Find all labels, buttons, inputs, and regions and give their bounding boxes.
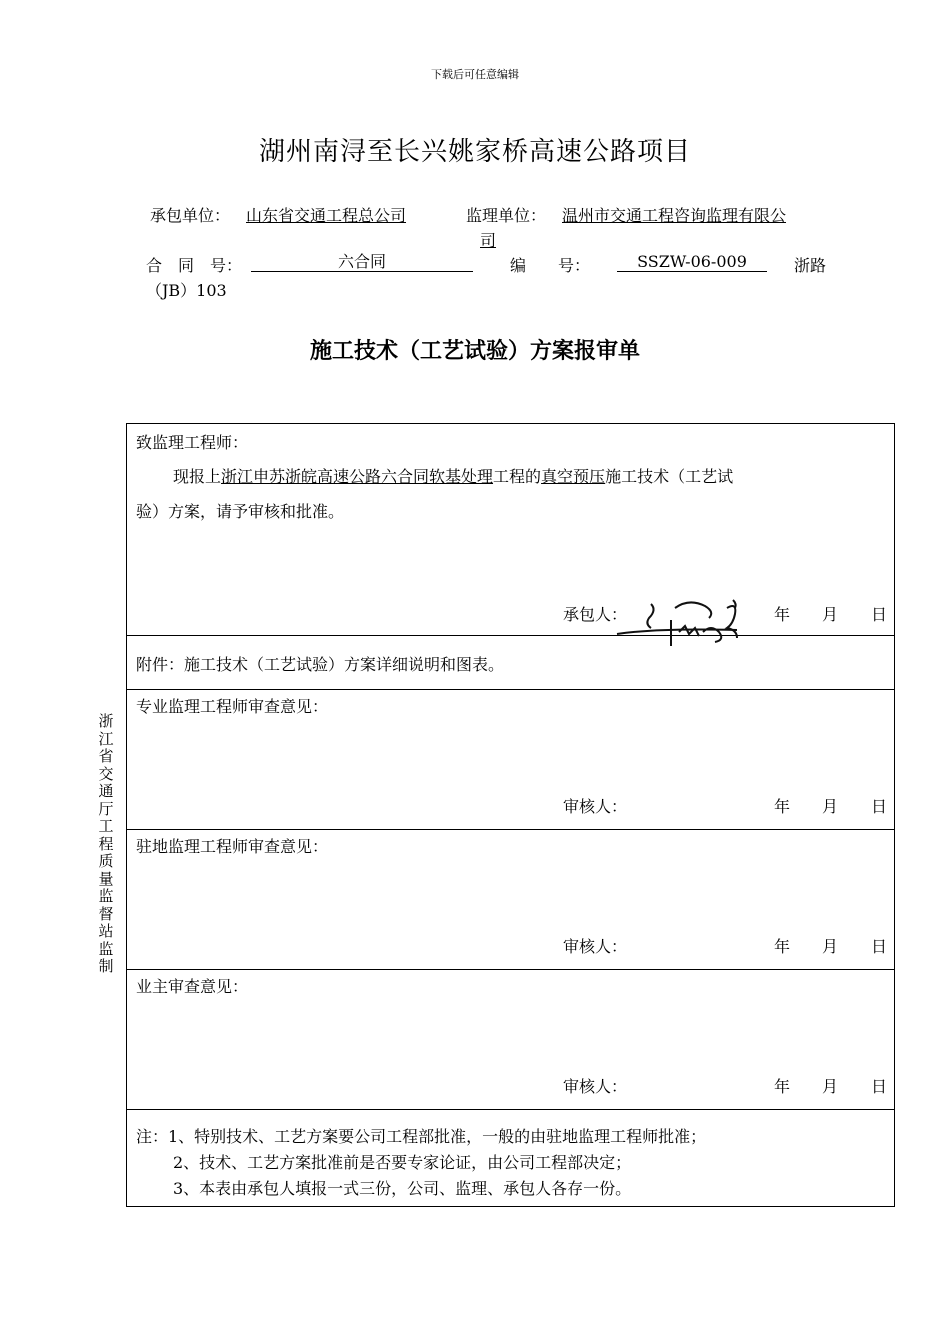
resident-reviewer-label: 审核人： — [563, 937, 628, 956]
serial-number-label: 编 号： — [510, 256, 591, 275]
owner-day: 日 — [871, 1077, 888, 1096]
attachment-section — [127, 636, 894, 690]
specialist-opinion-section — [127, 690, 894, 830]
resident-month: 月 — [822, 937, 839, 956]
note-1: 注：1、特别技术、工艺方案要公司工程部批准，一般的由驻地监理工程师批准； — [136, 1127, 707, 1146]
supervisor-value: 温州市交通工程咨询监理有限公 — [562, 206, 787, 225]
approval-form-table — [126, 423, 895, 1207]
sign-day: 日 — [871, 605, 888, 624]
specialist-opinion-label: 专业监理工程师审查意见： — [136, 697, 329, 716]
contract-number-value: 六合同 — [251, 253, 473, 272]
specialist-day: 日 — [871, 797, 888, 816]
report-line-cont: 验）方案，请予审核和批准。 — [136, 502, 345, 521]
report-prefix: 现报上 — [173, 467, 222, 486]
side-issuer-text: 浙江省交通厅工程质量监督站监制 — [98, 712, 114, 975]
notes-section — [127, 1110, 894, 1208]
note-3: 3、本表由承包人填报一式三份，公司、监理、承包人各存一份。 — [173, 1179, 632, 1198]
attachment-text: 附件：施工技术（工艺试验）方案详细说明和图表。 — [136, 655, 505, 674]
project-title: 湖州南浔至长兴姚家桥高速公路项目 — [258, 137, 691, 167]
form-code-cont: （JB）103 — [146, 281, 227, 300]
form-title: 施工技术（工艺试验）方案报审单 — [309, 339, 640, 364]
submission-section — [127, 424, 894, 636]
report-project: 浙江申苏浙皖高速公路六合同软基处理 — [221, 467, 494, 486]
specialist-reviewer-label: 审核人： — [563, 797, 628, 816]
header-note: 下载后可任意编辑 — [431, 68, 519, 81]
resident-year: 年 — [774, 937, 791, 956]
report-mid: 工程的 — [493, 467, 542, 486]
specialist-month: 月 — [822, 797, 839, 816]
owner-month: 月 — [822, 1077, 839, 1096]
owner-opinion-section — [127, 970, 894, 1110]
supervisor-label: 监理单位： — [466, 206, 547, 225]
sign-year: 年 — [774, 605, 791, 624]
report-item: 真空预压 — [541, 467, 606, 486]
resident-day: 日 — [871, 937, 888, 956]
contract-number-label: 合 同 号： — [146, 256, 243, 275]
owner-year: 年 — [774, 1077, 791, 1096]
contractor-value: 山东省交通工程总公司 — [246, 206, 407, 225]
resident-opinion-label: 驻地监理工程师审查意见： — [136, 837, 329, 856]
owner-opinion-label: 业主审查意见： — [136, 977, 249, 996]
form-code: 浙路 — [794, 256, 827, 275]
to-engineer-label: 致监理工程师： — [136, 433, 249, 452]
owner-reviewer-label: 审核人： — [563, 1077, 628, 1096]
serial-number-value: SSZW-06-009 — [617, 253, 767, 272]
note-2: 2、技术、工艺方案批准前是否要专家论证，由公司工程部决定； — [173, 1153, 632, 1172]
report-suffix: 施工技术（工艺试 — [605, 467, 734, 486]
contractor-label: 承包单位： — [150, 206, 231, 225]
specialist-year: 年 — [774, 797, 791, 816]
sign-month: 月 — [822, 605, 839, 624]
contractor-sign-label: 承包人： — [563, 605, 628, 624]
resident-opinion-section — [127, 830, 894, 970]
supervisor-value-cont: 司 — [480, 231, 497, 250]
report-line — [173, 464, 733, 487]
